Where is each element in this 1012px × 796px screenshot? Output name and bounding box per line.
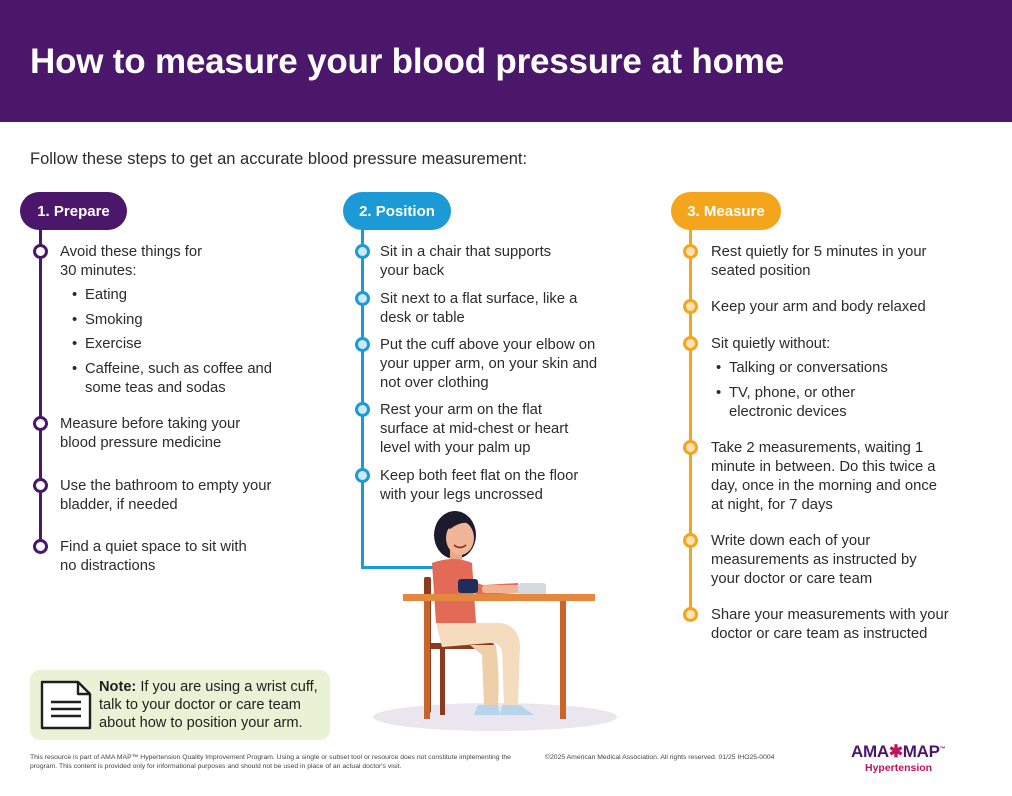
chair-leg	[440, 647, 445, 715]
table-leg	[424, 601, 430, 719]
timeline-dot	[33, 244, 48, 259]
seated-person-illustration	[360, 505, 630, 735]
prepare-bullet: • Smoking	[72, 312, 143, 328]
copyright-text: ©2025 American Medical Association. All rights reserved. 01/25 IHO25-0004	[545, 754, 775, 761]
timeline-dot	[683, 440, 698, 455]
shoe	[474, 705, 500, 715]
measure-timeline	[689, 230, 692, 616]
table-top	[403, 594, 595, 601]
logo-star-icon: ✱	[888, 742, 903, 761]
pants	[436, 623, 520, 705]
measure-step-relax: Keep your arm and body relaxed	[711, 299, 926, 315]
timeline-dot	[355, 402, 370, 417]
measure-step-write: Write down each of your measurements as instructed by your doctor or care team	[711, 533, 917, 587]
header-banner	[0, 0, 1012, 122]
timeline-dot	[683, 607, 698, 622]
measure-step-take: Take 2 measurements, waiting 1 minute in between. Do this twice a day, once in the morning and once at night, for 7 days	[711, 440, 937, 513]
table-leg	[560, 601, 566, 719]
position-step: Put the cuff above your elbow on your upper arm, on your skin and not over clothing	[380, 337, 598, 391]
measure-step-share: Share your measurements with your doctor or care team as instructed	[711, 607, 949, 642]
note-label: Note:	[99, 679, 137, 695]
logo-subtitle: Hypertension	[865, 762, 933, 774]
measure-step-rest: Rest quietly for 5 minutes in your seated position	[711, 244, 927, 279]
pants-leg	[470, 645, 499, 705]
timeline-dot	[355, 468, 370, 483]
timeline-dot	[683, 299, 698, 314]
timeline-dot	[355, 291, 370, 306]
timeline-dot	[683, 533, 698, 548]
prepare-step-avoid: Avoid these things for 30 minutes:	[60, 244, 203, 279]
logo-map: MAP	[902, 742, 940, 761]
timeline-dot	[355, 244, 370, 259]
ama-map-logo	[851, 742, 961, 778]
prepare-heading: 1. Prepare	[20, 192, 127, 230]
position-step: Keep both feet flat on the floor with your legs uncrossed	[380, 468, 579, 503]
timeline-dot	[33, 478, 48, 493]
timeline-dot	[33, 416, 48, 431]
measure-bullet: • Talking or conversations	[716, 360, 888, 376]
document-icon	[40, 680, 92, 730]
page-title: How to measure your blood pressure at home	[30, 42, 784, 81]
timeline-dot	[683, 336, 698, 351]
prepare-step-bathroom: Use the bathroom to empty your bladder, if needed	[60, 478, 272, 513]
note-box	[30, 670, 330, 740]
timeline-dot	[33, 539, 48, 554]
prepare-step-medicine: Measure before taking your blood pressure medicine	[60, 416, 241, 451]
prepare-bullet: • Eating	[72, 287, 127, 303]
timeline-dot	[683, 244, 698, 259]
position-step: Rest your arm on the flat surface at mid-chest or heart level with your palm up	[380, 402, 569, 456]
intro-text: Follow these steps to get an accurate blood pressure measurement:	[30, 150, 528, 168]
disclaimer-text: This resource is part of AMA MAP™ Hypertension Quality Improvement Program. Using a single or subset tool or resource does not constitute implementing the program. This content is provided only for informational purposes and should not be used in place of an actual doctor's visit.	[30, 754, 511, 770]
timeline-dot	[355, 337, 370, 352]
measure-step-quiet: Sit quietly without:	[711, 336, 831, 352]
prepare-step-quiet: Find a quiet space to sit with no distractions	[60, 539, 247, 574]
logo-tm: ™	[939, 746, 946, 753]
measure-heading: 3. Measure	[671, 192, 781, 230]
position-heading: 2. Position	[343, 192, 451, 230]
bp-cuff	[458, 579, 478, 593]
logo-ama: AMA	[851, 742, 889, 761]
forearm	[482, 585, 522, 593]
prepare-bullet: • Caffeine, such as coffee and some teas and sodas	[72, 361, 273, 396]
note-body: If you are using a wrist cuff, talk to your doctor or care team about how to position your arm.	[99, 679, 318, 731]
prepare-bullet: • Exercise	[72, 336, 142, 352]
measure-bullet: • TV, phone, or other electronic devices	[716, 385, 856, 420]
position-step: Sit next to a flat surface, like a desk or table	[380, 291, 578, 326]
prepare-timeline	[39, 230, 42, 548]
note-text	[99, 678, 327, 732]
position-step: Sit in a chair that supports your back	[380, 244, 552, 279]
